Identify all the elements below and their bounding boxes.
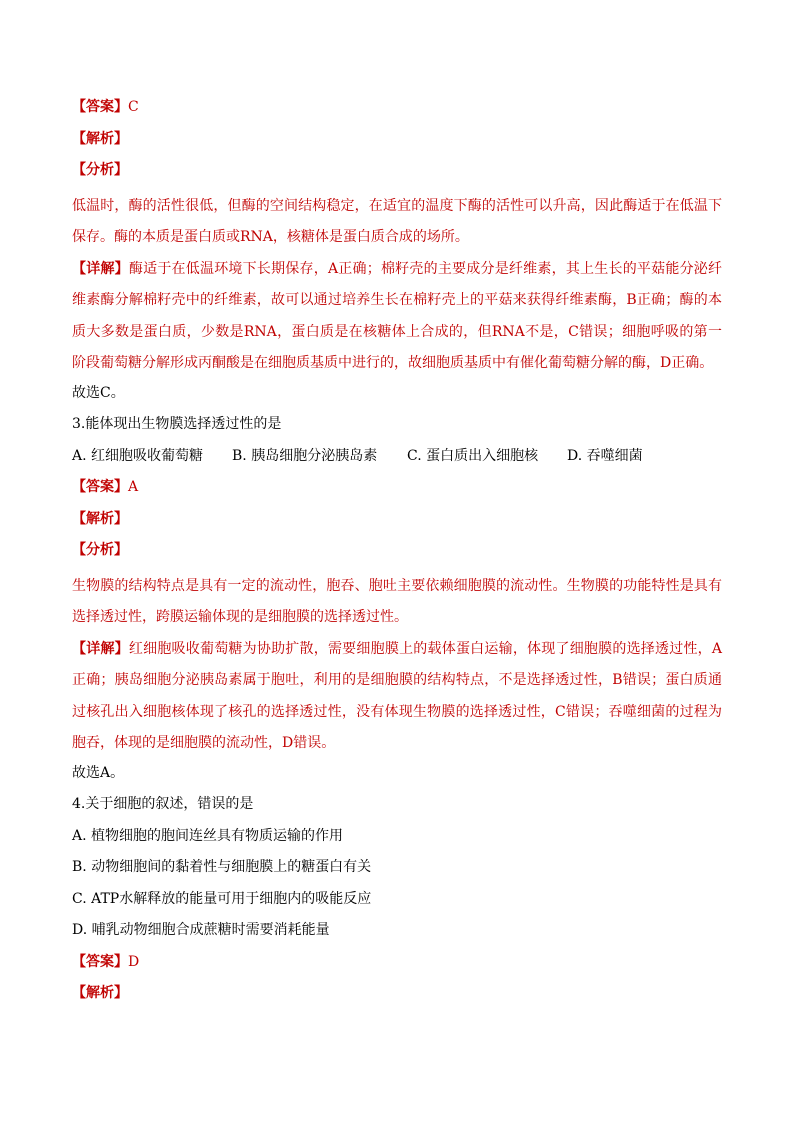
fenxi-text: 低温时，酶的活性很低，但酶的空间结构稳定，在适宜的温度下酶的活性可以升高，因此酶适于在低温下保存。酶的本质是蛋白质或RNA，核糖体是蛋白质合成的场所。	[72, 197, 722, 245]
conclusion: 故选A。	[72, 764, 125, 781]
fenxi-heading: 【分析】	[72, 542, 128, 558]
answer-line	[72, 476, 722, 498]
detail-label: 【详解】	[72, 640, 129, 657]
detail-paragraph	[72, 634, 722, 760]
analysis-heading: 【解析】	[72, 985, 128, 1001]
detail-text: 红细胞吸收葡萄糖为协助扩散，需要细胞膜上的载体蛋白运输，体现了细胞膜的选择透过性，A正确；胰岛细胞分泌胰岛素属于胞吐，利用的是细胞膜的结构特点，不是选择透过性，B错误；蛋白质通过核孔出入细胞核体现了核孔的选择透过性，没有体现生物膜的选择透过性，C错误；吞噬细菌的过程为胞吞，体现的是细胞膜的流动性，D错误。	[72, 640, 723, 751]
option-c: C. ATP水解释放的能量可用于细胞内的吸能反应	[72, 890, 372, 907]
detail-text: 酶适于在低温环境下长期保存，A正确；棉籽壳的主要成分是纤维素，其上生长的平菇能分泌纤维素酶分解棉籽壳中的纤维素，故可以通过培养生长在棉籽壳上的平菇来获得纤维素酶，B正确；酶的本质大多数是蛋白质，少数是RNA，蛋白质是在核糖体上合成的，但RNA不是，C错误；细胞呼吸的第一阶段葡萄糖分解形成丙酮酸是在细胞质基质中进行的，故细胞质基质中有催化葡萄糖分解的酶，D正确。	[72, 260, 723, 371]
option-c: C. 蛋白质出入细胞核	[407, 447, 539, 464]
answer-line	[72, 96, 722, 118]
answer-value: D	[128, 953, 140, 970]
answer-line	[72, 951, 722, 973]
answer-label: 【答案】	[72, 953, 128, 970]
answer-value: C	[128, 99, 139, 115]
answer-label: 【答案】	[72, 479, 128, 495]
fenxi-text: 生物膜的结构特点是具有一定的流动性，胞吞、胞吐主要依赖细胞膜的流动性。生物膜的功能特性是具有选择透过性，跨膜运输体现的是细胞膜的选择透过性。	[72, 577, 722, 625]
detail-paragraph	[72, 254, 722, 380]
option-b: B. 胰岛细胞分泌胰岛素	[232, 447, 378, 464]
conclusion: 故选C。	[72, 384, 125, 401]
option-d: D. 吞噬细菌	[567, 447, 643, 464]
option-a: A. 植物细胞的胞间连丝具有物质运输的作用	[72, 827, 344, 844]
question-stem: 4.关于细胞的叙述，错误的是	[72, 796, 254, 812]
option-a: A. 红细胞吸收葡萄糖	[72, 447, 204, 464]
options-row	[72, 445, 722, 467]
detail-label: 【详解】	[72, 260, 129, 277]
answer-value: A	[128, 479, 139, 495]
analysis-heading: 【解析】	[72, 130, 128, 147]
answer-label: 【答案】	[72, 99, 128, 115]
option-d: D. 哺乳动物细胞合成蔗糖时需要消耗能量	[72, 922, 330, 938]
document-page	[72, 96, 722, 1014]
fenxi-heading: 【分析】	[72, 162, 128, 178]
option-b: B. 动物细胞间的黏着性与细胞膜上的糖蛋白有关	[72, 859, 372, 875]
analysis-heading: 【解析】	[72, 510, 128, 527]
question-stem: 3.能体现出生物膜选择透过性的是	[72, 416, 282, 432]
